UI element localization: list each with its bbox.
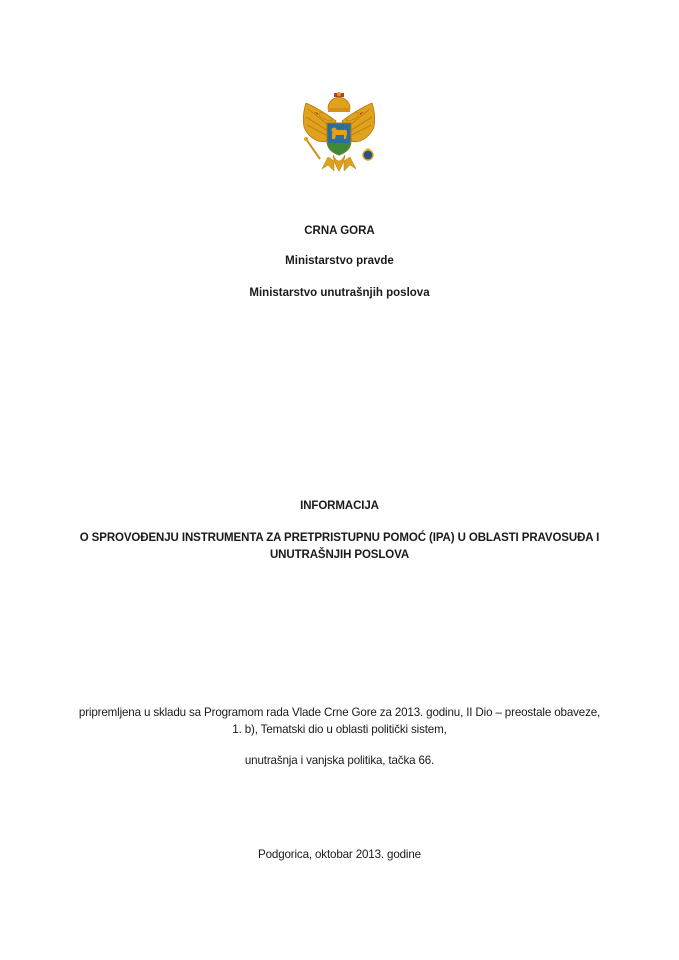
document-subtitle-line-2: UNUTRAŠNJIH POSLOVA [269,549,410,561]
place-and-date: Podgorica, oktobar 2013. godine [258,848,421,861]
country-name: CRNA GORA [304,225,375,237]
description-line-1: pripremljena u skladu sa Programom rada Vlade Crne Gore za 2013. godinu, II Dio – preostale obaveze, [78,706,601,719]
document-subtitle-line-1: O SPROVOĐENJU INSTRUMENTA ZA PRETPRISTUPNU POMOĆ (IPA) U OBLASTI PRAVOSUĐA I [79,532,600,544]
document-heading: INFORMACIJA [300,500,379,512]
ministry-of-justice: Ministarstvo pravde [285,255,394,267]
ministry-of-interior: Ministarstvo unutrašnjih poslova [249,287,430,299]
description-line-3: unutrašnja i vanjska politika, tačka 66. [244,754,435,767]
description-line-2: 1. b), Tematski dio u oblasti politički sistem, [232,723,447,736]
coat-of-arms-icon [298,91,380,181]
